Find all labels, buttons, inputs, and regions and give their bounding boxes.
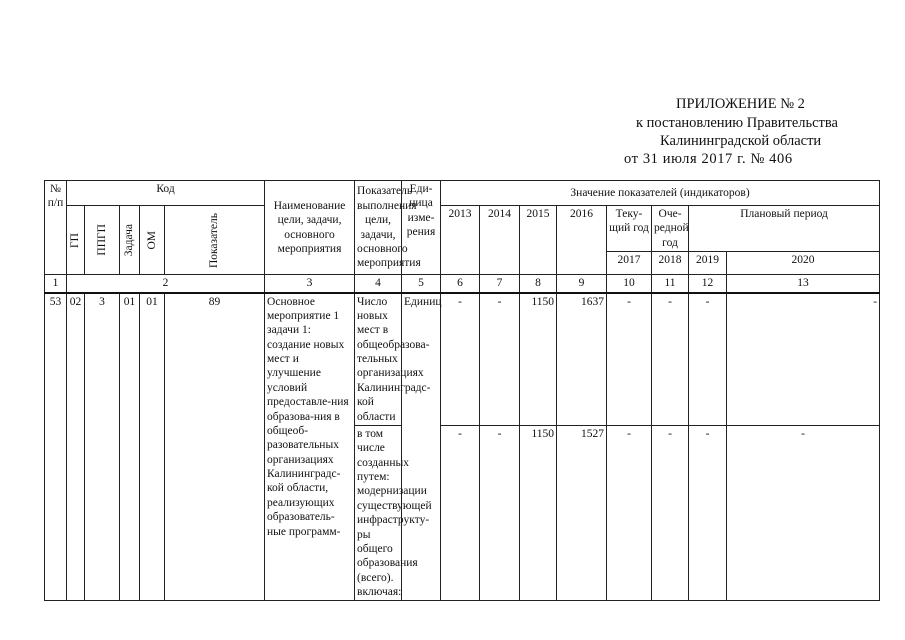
col-number: 8 — [520, 275, 557, 293]
col-values-header: Значение показателей (индикаторов) — [441, 181, 880, 206]
col-2017-header: 2017 — [607, 252, 652, 275]
appendix-region: Калининградской области — [660, 133, 822, 149]
col-unit-header: Еди-ница изме-рения — [402, 181, 441, 275]
row-indicator-code: 89 — [165, 293, 265, 601]
row-value-2016: 1637 — [557, 293, 607, 426]
appendix-title: ПРИЛОЖЕНИЕ № 2 — [676, 96, 805, 112]
table-row — [45, 293, 880, 426]
col-indicator-code-header: Показатель — [165, 206, 265, 275]
column-number-row — [45, 275, 880, 293]
row-ppgp-code: 3 — [85, 293, 120, 601]
row-activity-name: Основное мероприятие 1 задачи 1: создание новых мест и улучшение условий предоставле-ния образова-ния в общеоб-разовательных организациях Калининградс-кой области, реализующих образователь-ные программ- — [265, 293, 355, 601]
row-value-2017: - — [607, 293, 652, 426]
col-number: 9 — [557, 275, 607, 293]
col-2016-header: 2016 — [557, 206, 607, 275]
col-planned-header: Плановый период — [689, 206, 880, 252]
col-2014-header: 2014 — [480, 206, 520, 275]
row-value-2020: - — [727, 425, 880, 601]
col-number: 6 — [441, 275, 480, 293]
col-number: 3 — [265, 275, 355, 293]
row-gp-code: 02 — [67, 293, 85, 601]
row-value-2019: - — [689, 425, 727, 601]
col-name-header: Наименование цели, задачи, основного мероприятия — [265, 181, 355, 275]
col-number: 5 — [402, 275, 441, 293]
col-2015-header: 2015 — [520, 206, 557, 275]
col-indicator-header: Показатель выполнения цели, задачи, основного мероприятия — [355, 181, 402, 275]
row-value-2016: 1527 — [557, 425, 607, 601]
row-number: 53 — [45, 293, 67, 601]
row-value-2015: 1150 — [520, 425, 557, 601]
row-value-2020: - — [727, 293, 880, 426]
row-om-code: 01 — [140, 293, 165, 601]
row-value-2018: - — [652, 425, 689, 601]
col-number: 12 — [689, 275, 727, 293]
col-2018-header: 2018 — [652, 252, 689, 275]
col-code-header: Код — [67, 181, 265, 206]
col-number: 10 — [607, 275, 652, 293]
row-value-2014: - — [480, 293, 520, 426]
row-value-2019: - — [689, 293, 727, 426]
col-gp-header: ГП — [67, 206, 85, 275]
indicator-table — [44, 180, 880, 601]
row-value-2017: - — [607, 425, 652, 601]
row-indicator-subname: в том числе созданных путем: модернизации существующей инфраструкту-ры общего образования (всего). включая: — [355, 425, 402, 601]
header-row-1 — [45, 181, 880, 206]
appendix-date: от 31 июля 2017 г. № 406 — [624, 151, 793, 167]
row-value-2014: - — [480, 425, 520, 601]
row-task-code: 01 — [120, 293, 140, 601]
col-2020-header: 2020 — [727, 252, 880, 275]
col-num-header: № п/п — [45, 181, 67, 275]
col-number: 11 — [652, 275, 689, 293]
row-value-2018: - — [652, 293, 689, 426]
header-row-2 — [45, 206, 880, 252]
col-number: 7 — [480, 275, 520, 293]
row-value-2013: - — [441, 425, 480, 601]
col-task-header: Задача — [120, 206, 140, 275]
appendix-subtitle: к постановлению Правительства — [636, 115, 838, 131]
col-number: 13 — [727, 275, 880, 293]
row-unit: Единиц — [402, 293, 441, 601]
col-2019-header: 2019 — [689, 252, 727, 275]
col-number: 1 — [45, 275, 67, 293]
col-2013-header: 2013 — [441, 206, 480, 275]
row-value-2015: 1150 — [520, 293, 557, 426]
col-ppgp-header: ППГП — [85, 206, 120, 275]
col-number: 2 — [67, 275, 265, 293]
col-current-year-header: Теку-щий год — [607, 206, 652, 252]
col-next-year-header: Оче-редной год — [652, 206, 689, 252]
col-om-header: ОМ — [140, 206, 165, 275]
row-indicator-name: Число новых мест в общеобразова-тельных организациях Калининградс-кой области — [355, 293, 402, 426]
row-value-2013: - — [441, 293, 480, 426]
col-number: 4 — [355, 275, 402, 293]
